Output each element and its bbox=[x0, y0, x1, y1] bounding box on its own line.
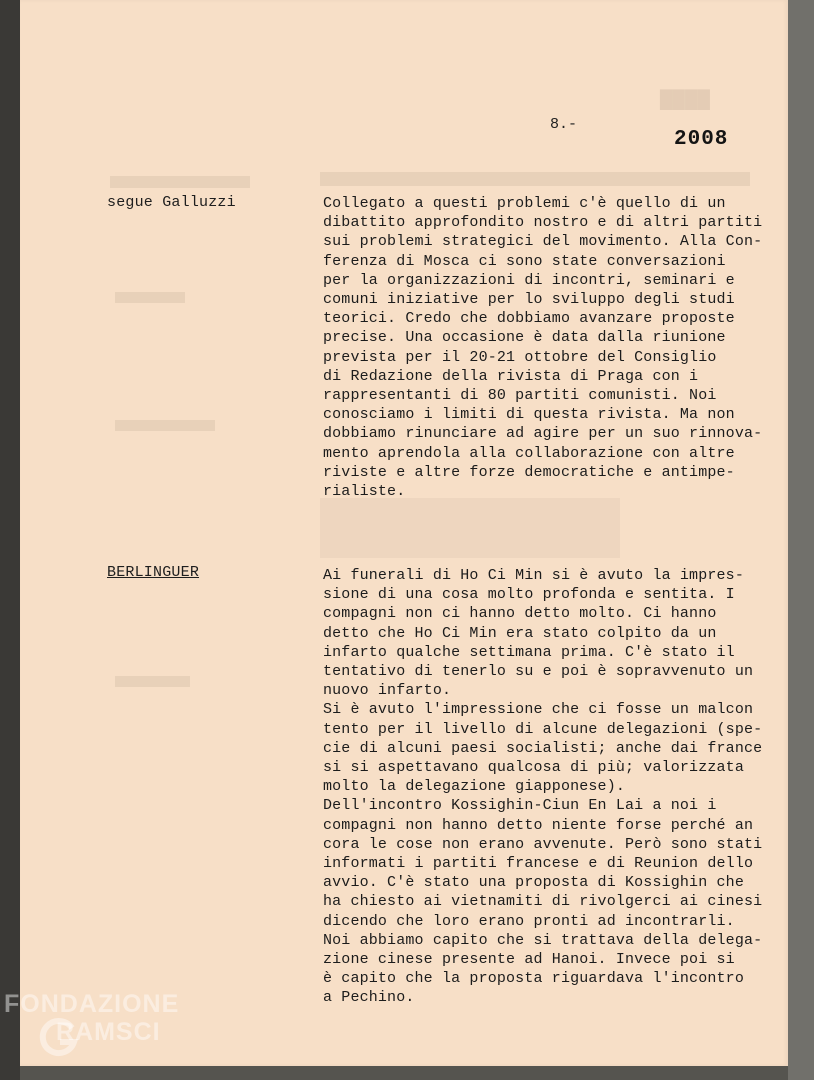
fondazione-gramsci-watermark bbox=[4, 990, 204, 1070]
text-line: dicendo che loro erano pronti ad incontrarli. bbox=[323, 912, 735, 930]
text-block-berlinguer bbox=[323, 566, 788, 1008]
watermark-text: FONDAZIONE bbox=[4, 990, 180, 1018]
text-line: teorici. Credo che dobbiamo avanzare proposte bbox=[323, 310, 735, 328]
text-line: informati i partiti francese e di Reunion dello bbox=[323, 855, 754, 873]
text-line: tentativo di tenerlo su e poi è sopravvenuto un bbox=[323, 663, 754, 681]
text-line: detto che Ho Ci Min era stato colpito da un bbox=[323, 624, 717, 642]
watermark-text: RAMSCI bbox=[56, 1018, 161, 1046]
show-through-ghost bbox=[320, 172, 750, 186]
page-number: 8.- bbox=[550, 116, 578, 133]
text-line: ferenza di Mosca ci sono state conversazioni bbox=[323, 252, 726, 270]
text-line: si si aspettavano qualcosa di più; valorizzata bbox=[323, 759, 744, 777]
text-line: cie di alcuni paesi socialisti; anche dai france bbox=[323, 739, 763, 757]
text-line: dobbiamo rinunciare ad agire per un suo rinnova- bbox=[323, 425, 763, 443]
text-line: comuni iniziative per lo sviluppo degli studi bbox=[323, 291, 735, 309]
document-page bbox=[20, 0, 788, 1066]
text-line: mento aprendola alla collaborazione con altre bbox=[323, 444, 735, 462]
text-line: compagni non hanno detto niente forse perché an bbox=[323, 816, 754, 834]
show-through-ghost bbox=[115, 292, 185, 303]
text-line: zione cinese presente ad Hanoi. Invece poi si bbox=[323, 951, 735, 969]
show-through-ghost bbox=[320, 498, 620, 558]
text-line: sione di una cosa molto profonda e sentita. I bbox=[323, 586, 735, 604]
text-line: infarto qualche settimana prima. C'è stato il bbox=[323, 643, 735, 661]
text-line: rappresentanti di 80 partiti comunisti. Noi bbox=[323, 387, 717, 405]
text-line: a Pechino. bbox=[323, 989, 415, 1007]
text-line: ha chiesto ai vietnamiti di rivolgerci ai cinesi bbox=[323, 893, 763, 911]
text-line: tento per il livello di alcune delegazioni (spe- bbox=[323, 720, 763, 738]
text-line: Noi abbiamo capito che si trattava della delega- bbox=[323, 931, 763, 949]
show-through-ghost bbox=[115, 676, 190, 687]
show-through-ghost: ▇▇▇▇ bbox=[660, 89, 711, 112]
scan-border-left bbox=[0, 0, 20, 1080]
speaker-label: BERLINGUER bbox=[107, 564, 200, 581]
text-line: di Redazione della rivista di Praga con i bbox=[323, 367, 699, 385]
show-through-ghost bbox=[115, 420, 215, 431]
document-number: 2008 bbox=[674, 128, 729, 151]
text-line: sui problemi strategici del movimento. Alla Con- bbox=[323, 233, 763, 251]
text-line: Ai funerali di Ho Ci Min si è avuto la impres- bbox=[323, 567, 744, 584]
text-line: cora le cose non erano avvenute. Però sono stati bbox=[323, 835, 763, 853]
text-line: avvio. C'è stato una proposta di Kossighin che bbox=[323, 874, 744, 892]
show-through-ghost bbox=[110, 176, 250, 188]
text-line: conosciamo i limiti di questa rivista. Ma non bbox=[323, 406, 735, 424]
text-line: compagni non ci hanno detto molto. Ci hanno bbox=[323, 605, 717, 623]
text-line: Collegato a questi problemi c'è quello di un bbox=[323, 195, 726, 212]
text-block-galluzzi bbox=[323, 194, 788, 501]
speaker-label: segue Galluzzi bbox=[107, 194, 236, 211]
text-line: per la organizzazioni di incontri, seminari e bbox=[323, 271, 735, 289]
text-line: rialiste. bbox=[323, 483, 406, 501]
text-line: dibattito approfondito nostro e di altri partiti bbox=[323, 214, 763, 232]
text-line: Dell'incontro Kossighin-Ciun En Lai a noi i bbox=[323, 797, 717, 815]
scan-border-right bbox=[788, 0, 814, 1080]
text-line: nuovo infarto. bbox=[323, 682, 452, 700]
text-line: prevista per il 20-21 ottobre del Consiglio bbox=[323, 348, 717, 366]
text-line: riviste e altre forze democratiche e antimpe- bbox=[323, 463, 735, 481]
text-line: è capito che la proposta riguardava l'incontro bbox=[323, 970, 744, 988]
text-line: precise. Una occasione è data dalla riunione bbox=[323, 329, 726, 347]
text-line: molto la delegazione giapponese). bbox=[323, 778, 625, 796]
text-line: Si è avuto l'impressione che ci fosse un malcon bbox=[323, 701, 754, 719]
